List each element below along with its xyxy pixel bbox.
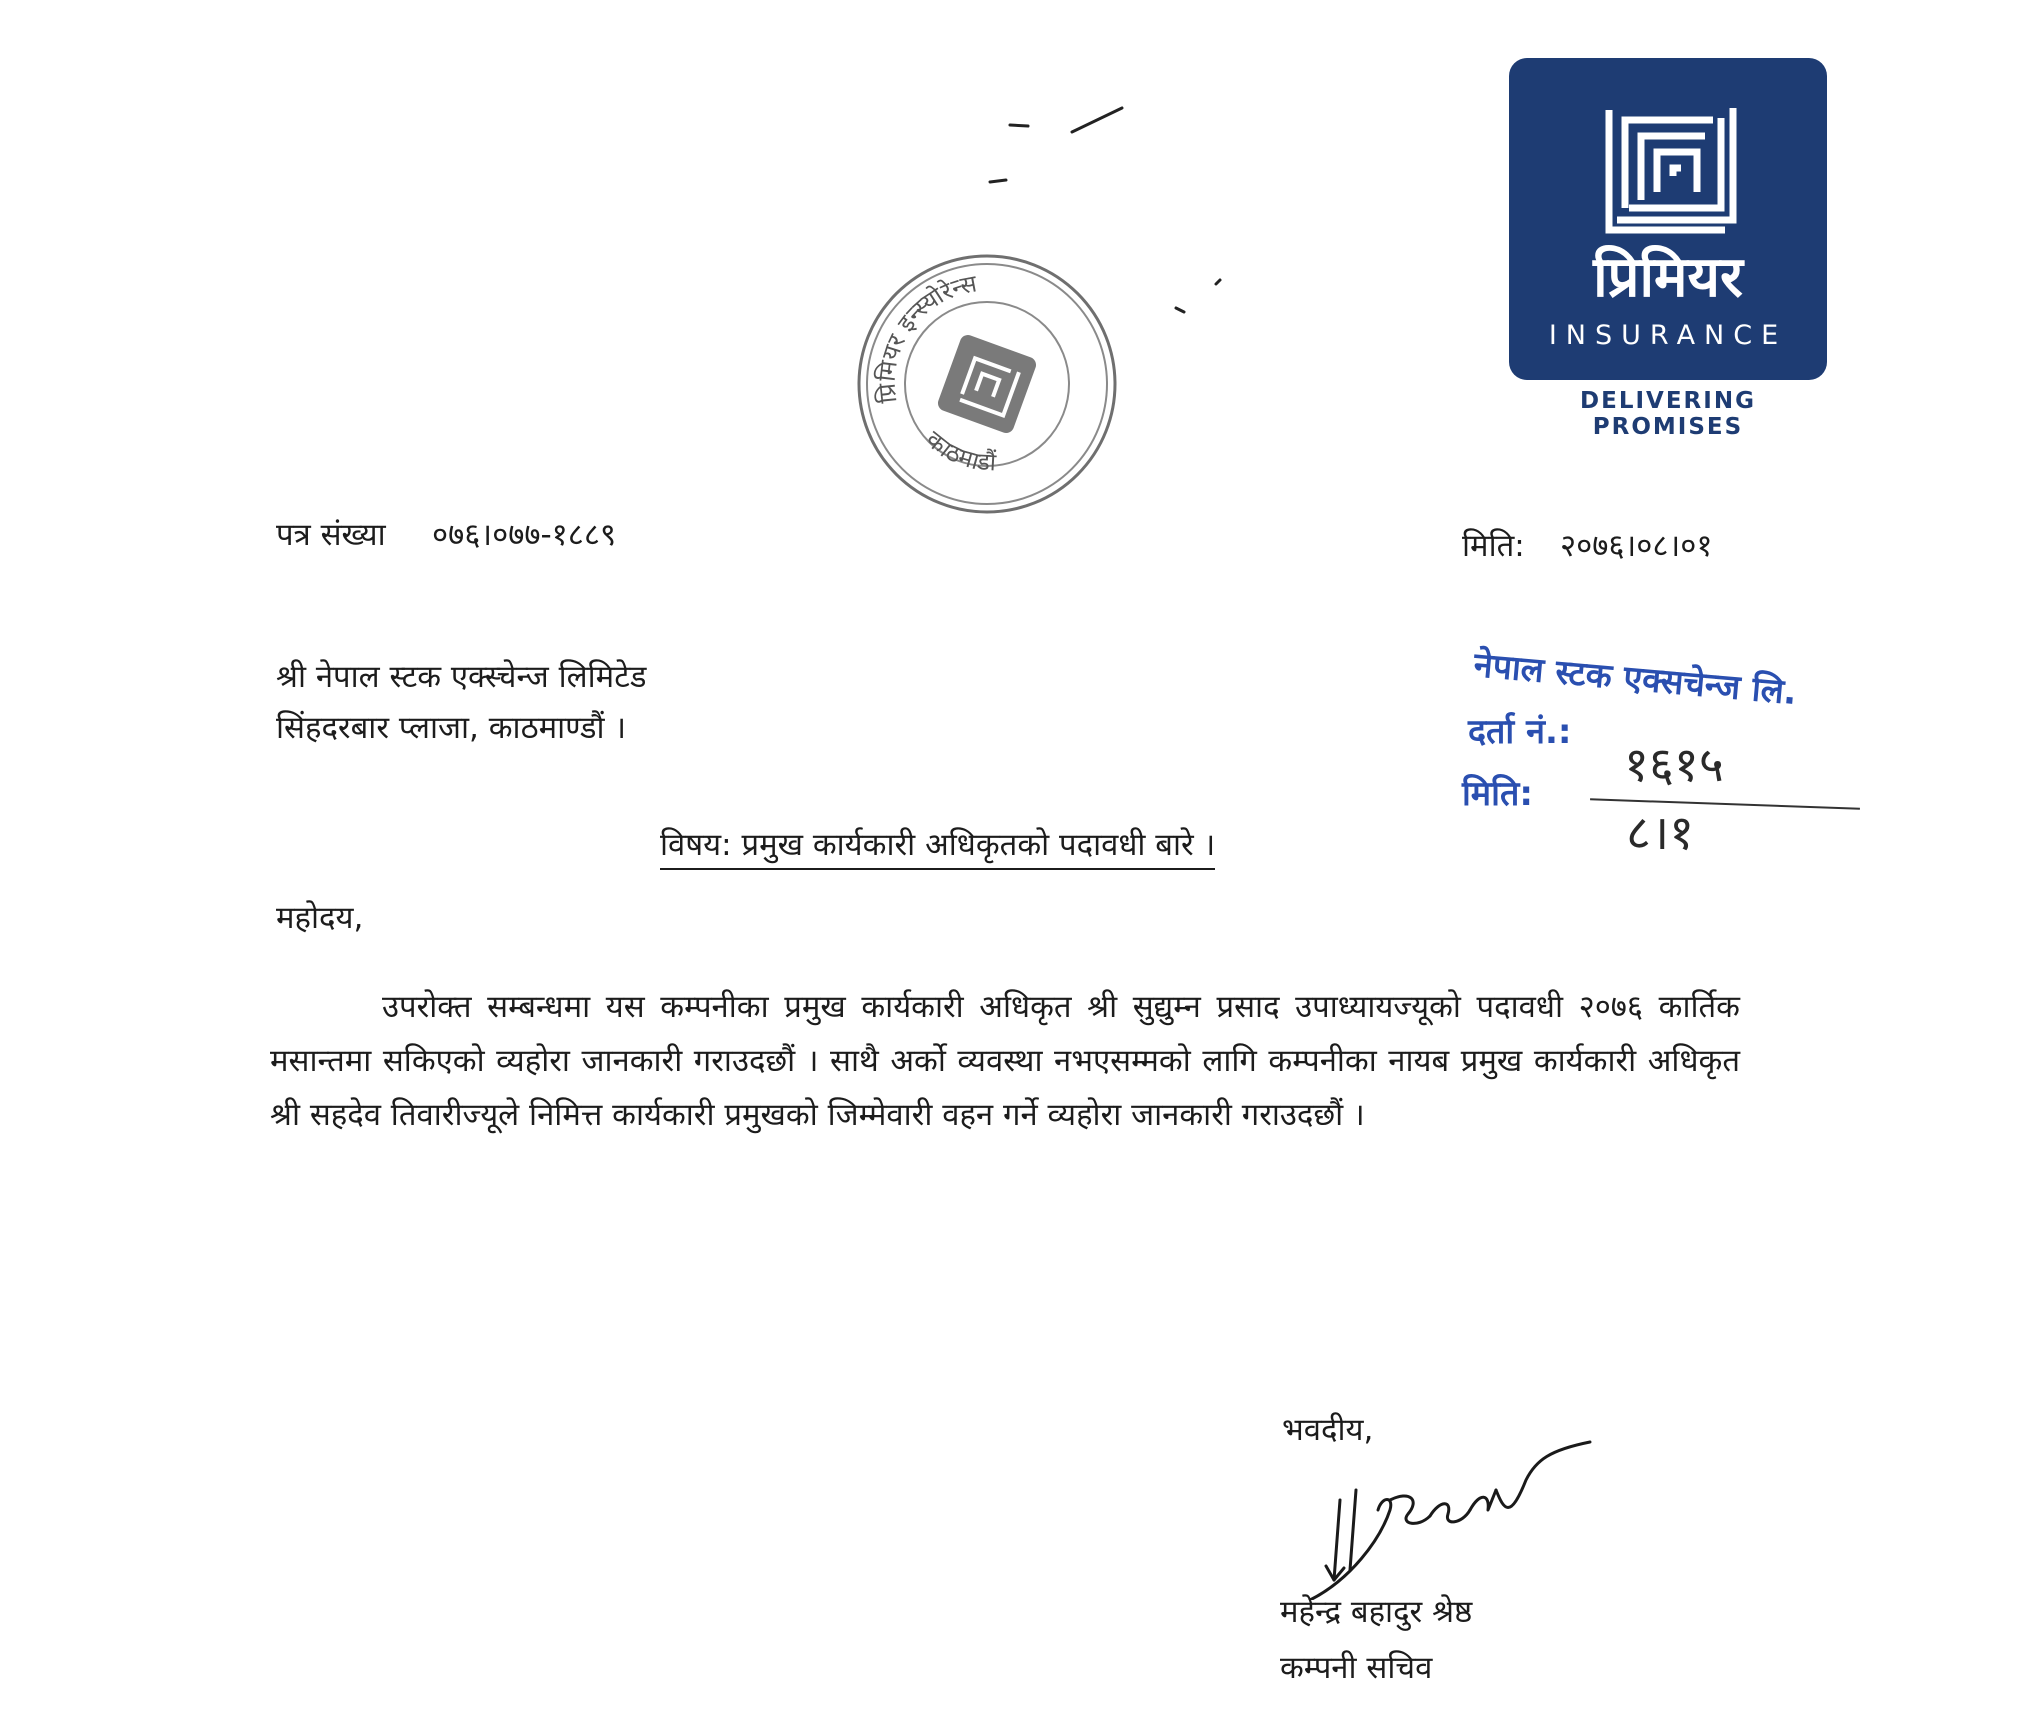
salutation: महोदय, <box>276 900 364 936</box>
signatory-name: महेन्द्र बहादुर श्रेष्ठ <box>1280 1594 1473 1630</box>
subject-line: विषय: प्रमुख कार्यकारी अधिकृतको पदावधी बारे । <box>660 823 1215 870</box>
body-paragraph: उपरोक्त सम्बन्धमा यस कम्पनीका प्रमुख कार्यकारी अधिकृत श्री सुद्युम्न प्रसाद उपाध्यायज्यूको पदावधी २०७६ कार्तिक मसान्तमा सकिएको व्यहोरा जानकारी गराउदछौं । साथै अर्को व्यवस्था नभएसम्मको लागि कम्पनीका नायब प्रमुख कार्यकारी अधिकृत श्री सहदेव तिवारीज्यूले निमित्त कार्यकारी प्रमुखको जिम्मेवारी वहन गर्ने व्यहोरा जानकारी गराउदछौं । <box>270 989 1740 1133</box>
seal-bottom-text: काठमाडौं <box>920 425 997 477</box>
tagline: DELIVERING PROMISES <box>1580 388 1756 440</box>
pen-marks-icon <box>980 100 1240 330</box>
logo-nepali-text: प्रिमियर <box>1593 245 1743 310</box>
ref-label: पत्र संख्या <box>276 517 386 553</box>
closing: भवदीय, <box>1282 1412 1374 1448</box>
stamp-org: नेपाल स्टक एक्सचेन्ज लि. <box>1472 645 1799 714</box>
ref-number: ०७६।०७७-१८८९ <box>432 517 617 553</box>
addressee-line-2: सिंहदरबार प्लाजा, काठमाण्डौं । <box>276 710 627 746</box>
date-value: २०७६।०८।०१ <box>1560 528 1713 564</box>
company-logo <box>1509 58 1827 380</box>
svg-text:काठमाडौं <box>921 425 998 476</box>
signatory-title: कम्पनी सचिव <box>1280 1650 1433 1686</box>
stamp-date-label: मिति: <box>1462 774 1533 814</box>
addressee-line-1: श्री नेपाल स्टक एक्स्चेन्ज लिमिटेड <box>276 659 647 695</box>
seal-top-text: प्रिमियर इन्स्योरेन्स <box>872 269 980 405</box>
date-label: मिति: <box>1462 528 1525 564</box>
stamp-reg-number: १६१५ <box>1624 737 1724 793</box>
logo-mark-icon <box>1585 80 1751 246</box>
logo-english-text: INSURANCE <box>1548 320 1788 351</box>
signature-icon <box>1290 1430 1630 1600</box>
stamp-date-value: ८।१ <box>1626 805 1695 861</box>
stamp-reg-label: दर्ता नं.: <box>1468 712 1572 752</box>
